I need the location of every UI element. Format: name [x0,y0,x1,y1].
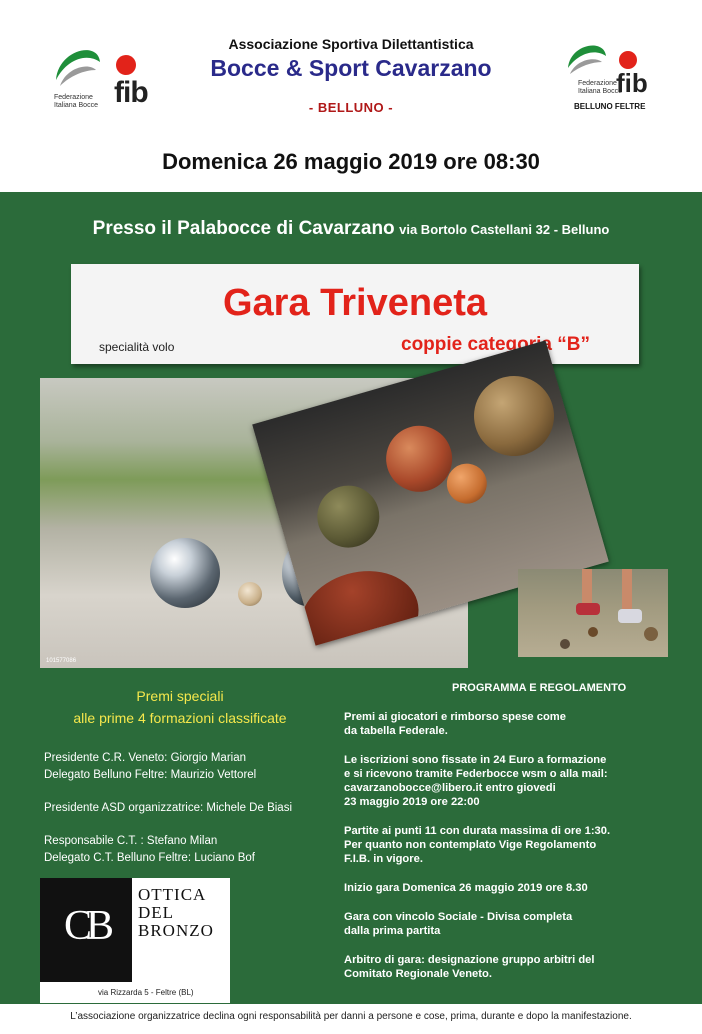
jack-ball [238,582,262,606]
metal-ball [150,538,220,608]
sponsor-logo-mark [40,878,132,982]
bocce-ball [588,627,598,637]
rule-line: da tabella Federale. [344,725,448,737]
venue-address: via Bortolo Castellani 32 - Belluno [399,222,610,237]
rule-line: Comitato Regionale Veneto. [344,968,492,980]
region-label: BELLUNO FELTRE [574,102,646,111]
rule-line: Gara con vincolo Sociale - Divisa completa [344,911,573,923]
logo-federation-text: Federazione [54,94,93,101]
venue-name: Presso il Palabocce di Cavarzano [92,218,395,239]
logo-federation-text: Federazione [578,80,617,87]
rule-block [344,710,694,738]
bocce-ball [560,639,570,649]
logo-federation-text: Italiana Bocce [578,88,622,95]
logo-federation-text: Italiana Bocce [54,102,98,109]
program-rules [344,710,694,981]
official-line: Presidente ASD organizzatrice: Michele De Biasi [44,802,293,814]
club-name: Bocce & Sport Cavarzano [210,55,492,81]
fib-brand-text: fib [114,76,148,109]
sponsor-name-line: DEL [138,903,175,922]
category-label: coppie categoria “B” [401,334,590,355]
photo-players [518,569,668,657]
officials-block [44,750,292,867]
rule-block [344,753,694,809]
official-line: Responsabile C.T. : Stefano Milan [44,835,218,847]
venue-line [0,218,702,240]
wooden-ball [310,478,387,555]
disclaimer: L’associazione organizzatrice declina ogni responsabilità per danni a persone e cose, prima, durante e dopo la manifestazione. [70,1011,632,1022]
rule-line: 23 maggio 2019 ore 22:00 [344,796,480,808]
program-heading: PROGRAMMA E REGOLAMENTO [452,682,627,694]
official-line: Delegato Belluno Feltre: Maurizio Vettorel [44,769,257,781]
rule-block [344,881,694,895]
bocce-ball [644,627,658,641]
rule-block [344,953,694,981]
special-prizes-line1: Premi speciali [136,688,224,704]
fib-brand-text: fib [616,68,648,98]
rule-block [344,910,694,938]
event-title: Gara Triveneta [222,282,488,324]
sponsor-address: via Rizzarda 5 - Feltre (BL) [98,988,194,997]
rule-line: Premi ai giocatori e rimborso spese come [344,711,566,723]
rule-line: Partite ai punti 11 con durata massima di ore 1:30. [344,825,611,837]
sponsor-ottica-del-bronzo [40,878,230,1003]
speciality-label: specialità volo [99,340,175,354]
player-shoe [576,603,600,615]
sponsor-monogram: CB [63,903,109,949]
special-prizes-line2: alle prime 4 formazioni classificate [73,710,287,726]
wooden-ball [465,367,564,466]
rule-line: Arbitro di gara: designazione gruppo arbitri del [344,954,595,966]
event-date: Domenica 26 maggio 2019 ore 08:30 [162,149,540,174]
official-line: Delegato C.T. Belluno Feltre: Luciano Bof [44,852,255,864]
rule-line: cavarzanobocce@libero.it entro giovedi [344,782,556,794]
official-line: Presidente C.R. Veneto: Giorgio Marian [44,752,246,764]
rule-line: e si ricevono tramite Federbocce wsm o alla mail: [344,768,608,780]
player-leg [622,569,632,609]
rule-block [344,824,694,866]
player-shoe [618,609,642,623]
sponsor-name [138,886,214,940]
rule-line: Inizio gara Domenica 26 maggio 2019 ore 8.30 [344,882,588,894]
sponsor-name-line: BRONZO [138,921,214,940]
rule-line: dalla prima partita [344,925,441,937]
city-label: - BELLUNO - [308,100,394,115]
fib-logo-right [560,38,670,118]
photo-caption: 101577086 [46,658,77,664]
association-type: Associazione Sportiva Dilettantistica [228,36,474,52]
rule-line: F.I.B. in vigore. [344,853,423,865]
sponsor-name-line: OTTICA [138,885,207,904]
title-box [71,264,639,364]
rule-line: Le iscrizioni sono fissate in 24 Euro a formazione [344,754,607,766]
player-leg [582,569,592,605]
rule-line: Per quanto non contemplato Vige Regolamento [344,839,597,851]
